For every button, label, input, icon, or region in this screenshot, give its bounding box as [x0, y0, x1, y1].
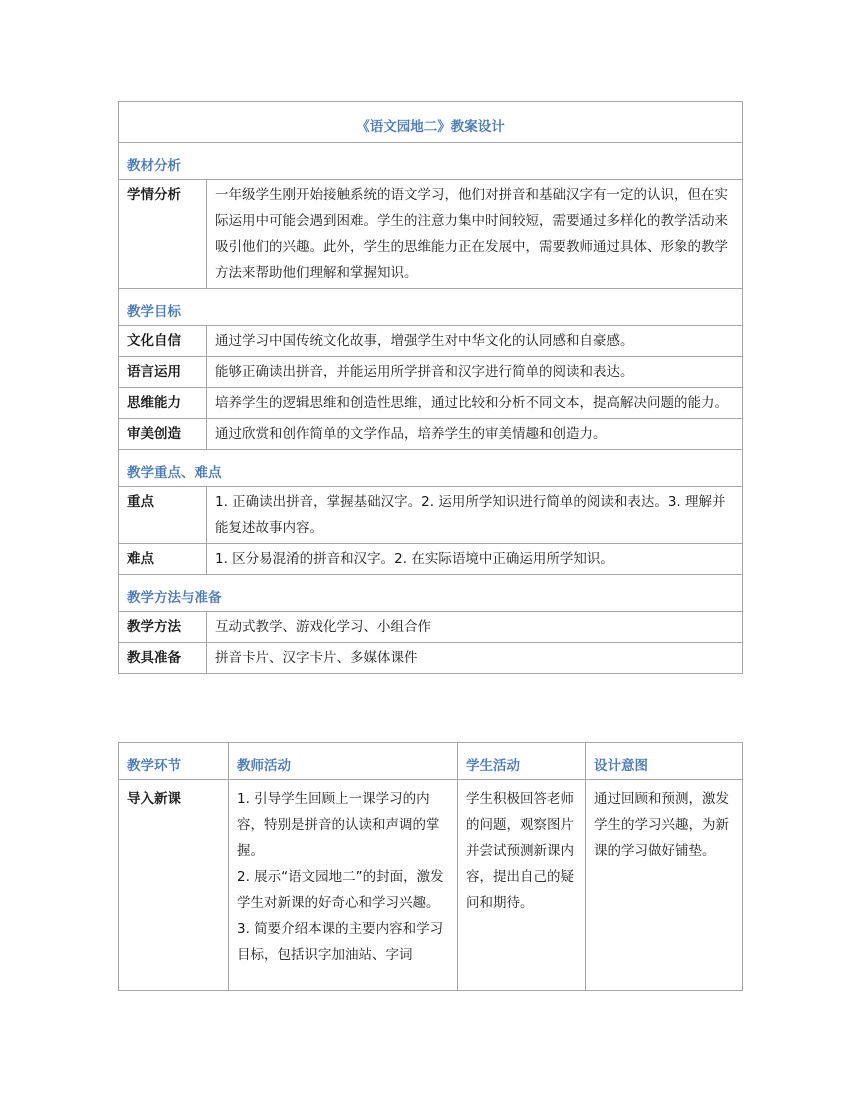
- row-label: 教具准备: [119, 643, 207, 674]
- student-activity-cell: 学生积极回答老师的问题，观察图片并尝试预测新课内容，提出自己的疑问和期待。: [458, 780, 586, 991]
- row-label: 思维能力: [119, 388, 207, 419]
- lesson-plan-table: [118, 101, 743, 674]
- row-label: 难点: [119, 544, 207, 575]
- row-label: 审美创造: [119, 419, 207, 450]
- teacher-step: 2. 展示“语文园地二”的封面，激发学生对新课的好奇心和学习兴趣。: [237, 869, 444, 911]
- header-intent: 设计意图: [586, 743, 743, 780]
- teacher-step: 3. 简要介绍本课的主要内容和学习目标，包括识字加油站、字词: [237, 921, 444, 963]
- design-intent-cell: 通过回顾和预测，激发学生的学习兴趣，为新课的学习做好铺垫。: [586, 780, 743, 991]
- stage-cell: 导入新课: [119, 780, 229, 991]
- document-title: 《语文园地二》教案设计: [119, 102, 743, 143]
- header-student: 学生活动: [458, 743, 586, 780]
- teacher-step: 1. 引导学生回顾上一课学习的内容，特别是拼音的认读和声调的掌握。: [237, 791, 440, 859]
- row-text: 互动式教学、游戏化学习、小组合作: [207, 612, 743, 643]
- row-text: 通过学习中国传统文化故事，增强学生对中华文化的认同感和自豪感。: [207, 326, 743, 357]
- teacher-activity-cell: [229, 780, 458, 991]
- row-label: 语言运用: [119, 357, 207, 388]
- row-label: 教学方法: [119, 612, 207, 643]
- row-text: 培养学生的逻辑思维和创造性思维，通过比较和分析不同文本，提高解决问题的能力。: [207, 388, 743, 419]
- header-stage: 教学环节: [119, 743, 229, 780]
- row-text: 能够正确读出拼音，并能运用所学拼音和汉字进行简单的阅读和表达。: [207, 357, 743, 388]
- row-text: 1. 区分易混淆的拼音和汉字。2. 在实际语境中正确运用所学知识。: [207, 544, 743, 575]
- header-teacher: 教师活动: [229, 743, 458, 780]
- row-text: 一年级学生刚开始接触系统的语文学习，他们对拼音和基础汉字有一定的认识，但在实际运用中可能会遇到困难。学生的注意力集中时间较短，需要通过多样化的教学活动来吸引他们的兴趣。此外，学生的思维能力正在发展中，需要教师通过具体、形象的教学方法来帮助他们理解和掌握知识。: [207, 180, 743, 289]
- row-label: 重点: [119, 487, 207, 544]
- section-heading-materials: 教材分析: [119, 143, 743, 180]
- section-heading-key-points: 教学重点、难点: [119, 450, 743, 487]
- teaching-process-table: [118, 742, 743, 991]
- row-label: 文化自信: [119, 326, 207, 357]
- row-text: 拼音卡片、汉字卡片、多媒体课件: [207, 643, 743, 674]
- section-heading-objectives: 教学目标: [119, 289, 743, 326]
- section-heading-methods: 教学方法与准备: [119, 575, 743, 612]
- row-text: 1. 正确读出拼音，掌握基础汉字。2. 运用所学知识进行简单的阅读和表达。3. 理解并能复述故事内容。: [207, 487, 743, 544]
- row-text: 通过欣赏和创作简单的文学作品，培养学生的审美情趣和创造力。: [207, 419, 743, 450]
- row-label: 学情分析: [119, 180, 207, 289]
